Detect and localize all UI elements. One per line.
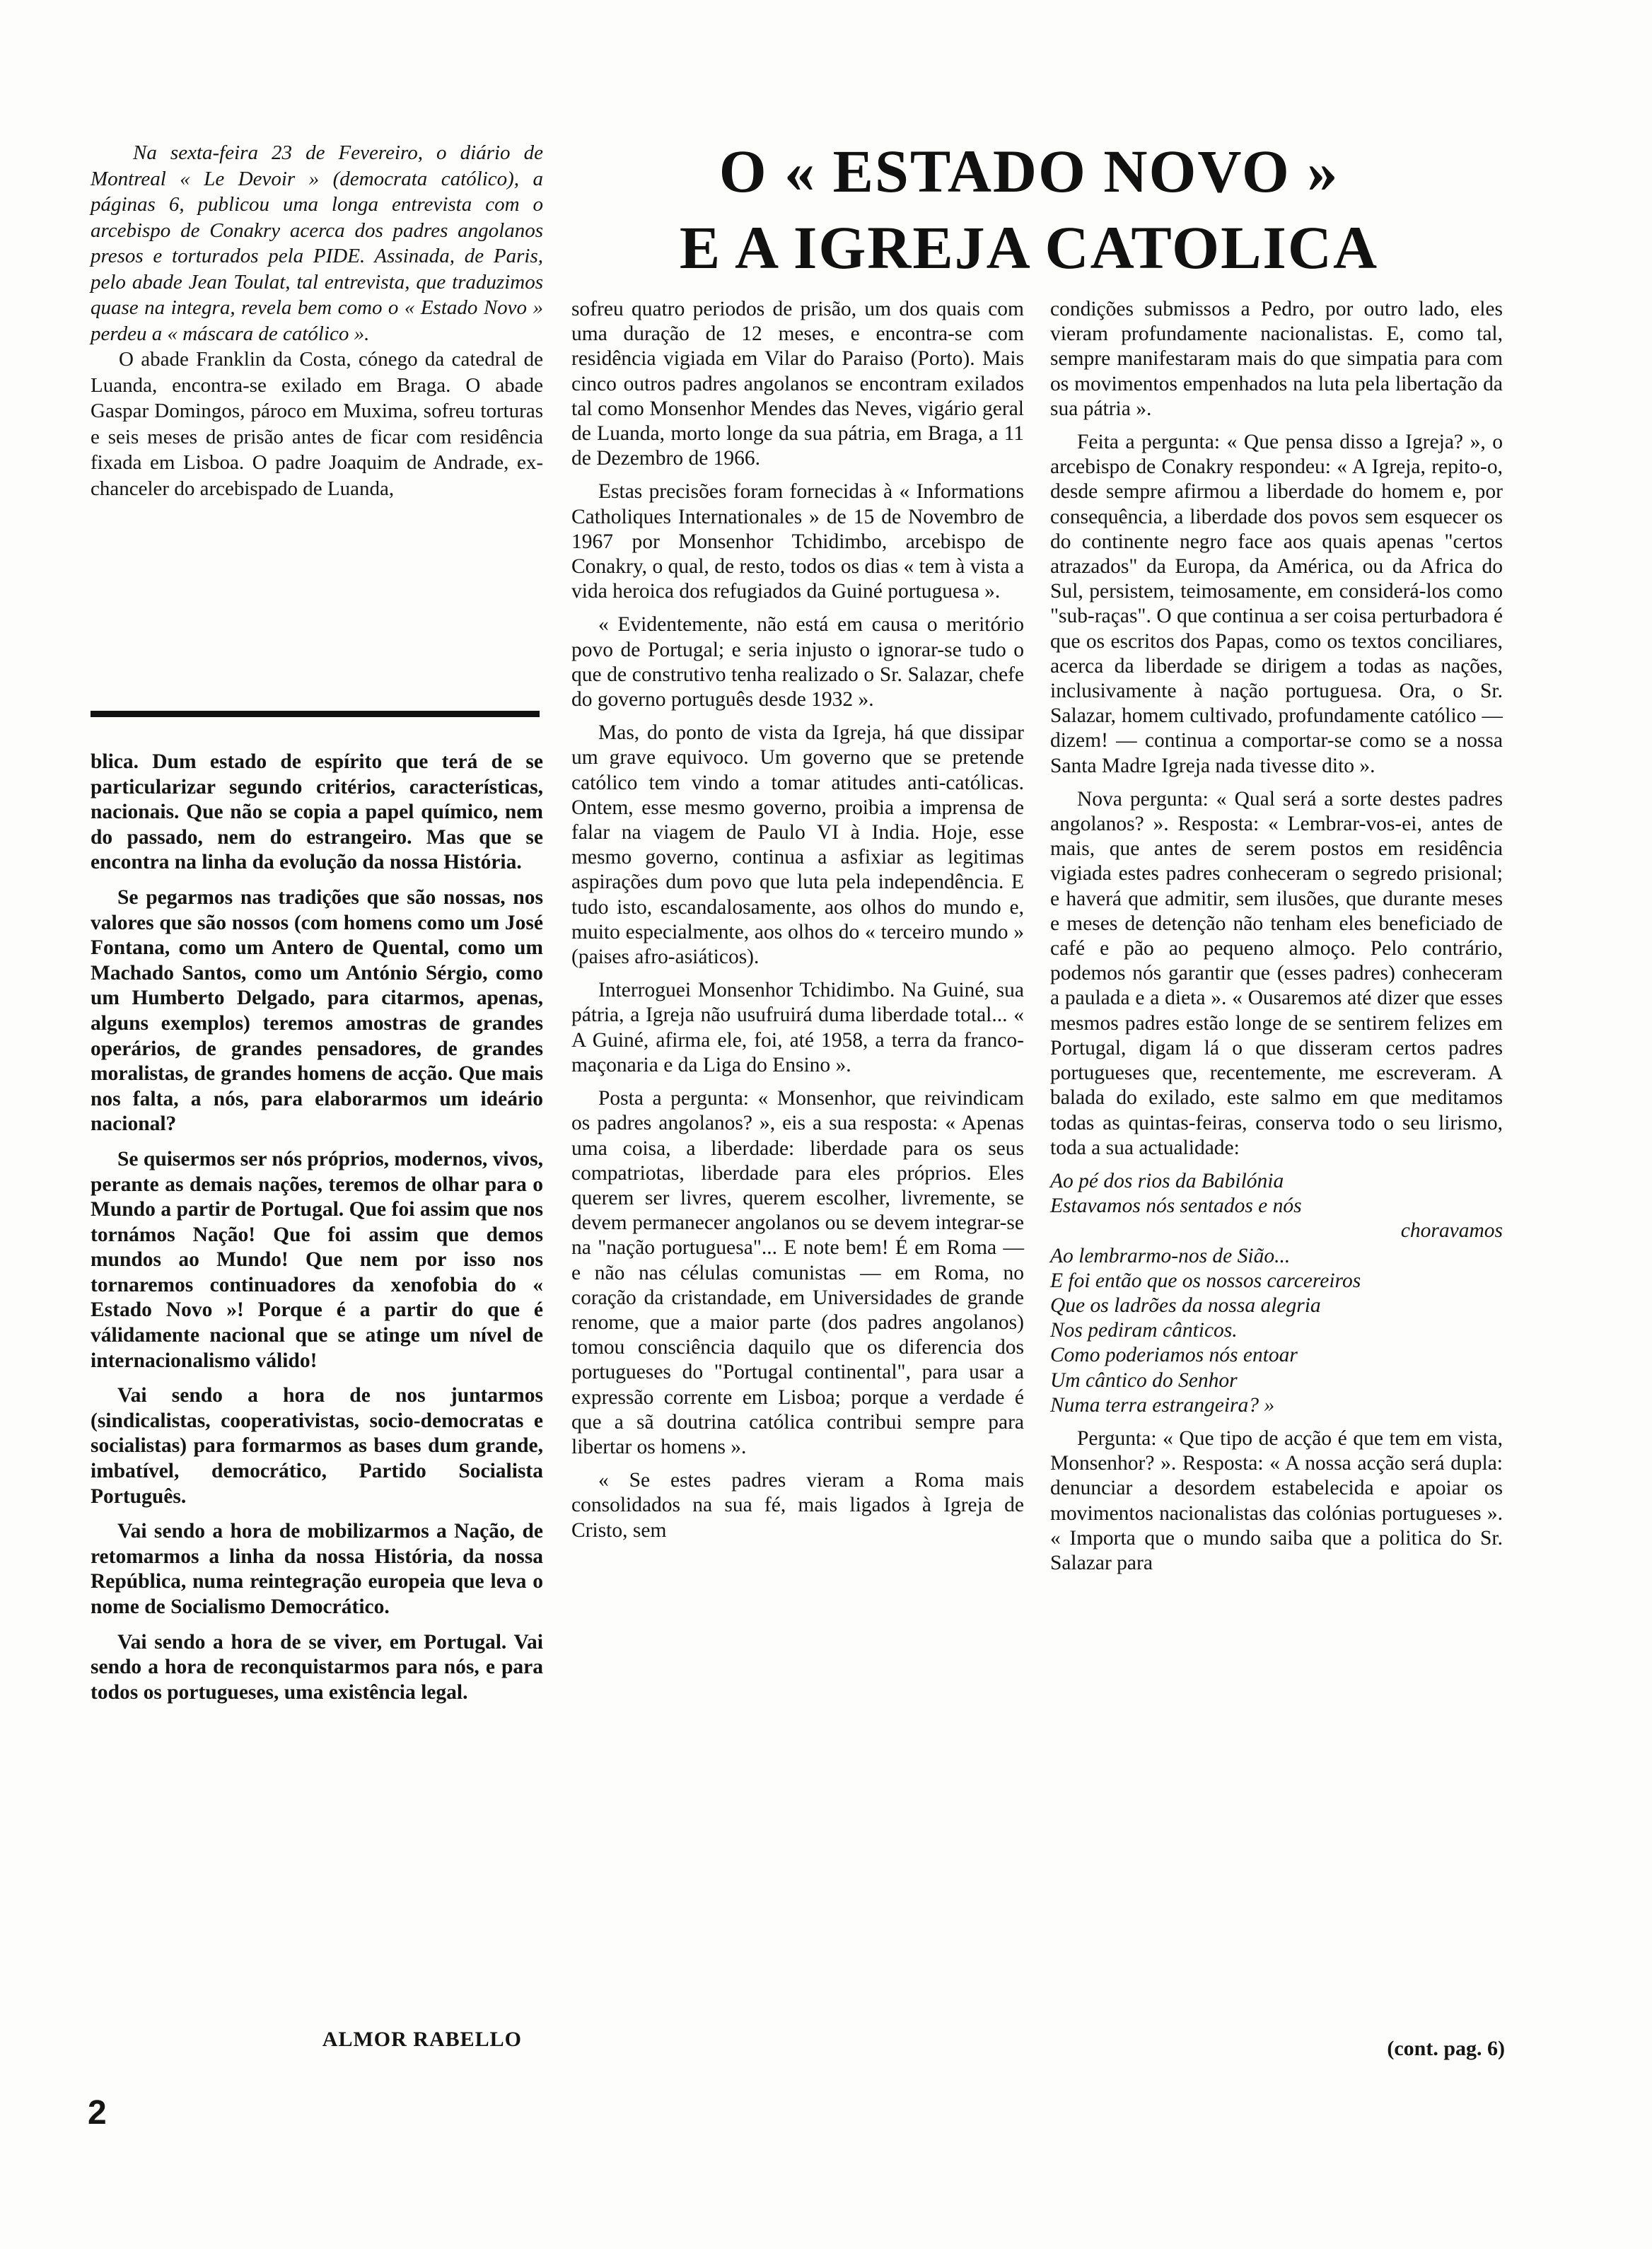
intro-column [91,140,543,501]
intro-paragraph: O abade Franklin da Costa, cónego da catedral de Luanda, encontra-se exilado em Braga. O abade Gaspar Domingos, pároco em Muxima, sofreu torturas e seis meses de prisão antes de ficar com residência fixada em Lisboa. O padre Joaquim de Andrade, ex-chanceler do arcebispado de Luanda, [91,348,543,500]
article-paragraph: Estas precisões foram fornecidas à « Informations Catholiques Internationales » de 15 de Novembro de 1967 por Monsenhor Tchidimbo, arcebispo de Conakry, o qual, de resto, todos os dias « tem à vista a vida heroica dos refugiados da Guiné portuguesa ». [571,480,1024,603]
article-paragraph: Se pegarmos nas tradições que são nossas, nos valores que são nossos (com homens como um José Fontana, como um Antero de Quental, como um Machado Santos, como um António Sérgio, como um Humberto Delgado, para citarmos, apenas, alguns exemplos) teremos amostras de grandes operários, de grandes pensadores, de grandes moralistas, de grandes homens de acção. Que mais nos falta, a nós, para elaborarmos um ideário nacional? [91,885,543,1136]
poem-line: Ao lembrarmo-nos de Sião... [1050,1244,1291,1267]
article-paragraph: Vai sendo a hora de se viver, em Portugal. Vai sendo a hora de reconquistarmos para nós, e para todos os portugueses, uma existência legal. [91,1630,543,1704]
article-paragraph: condições submissos a Pedro, por outro lado, eles vieram profundamente nacionalistas. E, como tal, sempre manifestaram mais do que simpatia para com os movimentos empenhados na luta pela libertação da sua pátria ». [1050,298,1503,420]
left-article-column [91,750,543,1715]
article-paragraph: blica. Dum estado de espírito que terá de se particularizar segundo critérios, características, nacionais. Que não se copia a papel químico, nem do passado, nem do estrangeiro. Mas que se encontra na linha da evolução da nossa História. [91,750,543,874]
poem-line: Um cântico do Senhor [1050,1368,1238,1392]
article-paragraph: Vai sendo a hora de mobilizarmos a Nação, de retomarmos a linha da nossa História, da nossa República, numa reintegração europeia que leva o nome de Socialismo Democrático. [91,1520,543,1618]
poem-line: Como poderiamos nós entoar [1050,1344,1298,1367]
right-column [1050,297,1503,1584]
article-paragraph: « Se estes padres vieram a Roma mais consolidados na sua fé, mais ligados à Igreja de Cristo, sem [571,1469,1024,1542]
article-paragraph: Posta a pergunta: « Monsenhor, que reivindicam os padres angolanos? », eis a sua resposta: « Apenas uma coisa, a liberdade: liberdade para os seus compatriotas, liberdade para eles próprios. Eles querem ser livres, querem escolher, livremente, se devem permanecer angolanos ou se devem integrar-se na "nação portuguesa"... E note bem! É em Roma — e não nas células comunistas — em Roma, no coração da cristandade, em Universidades de grande renome, que a maior parte (dos padres angolanos) tomou consciência daquilo que os diferencia dos portugueses do "Portugal continental", para usar a expressão corrente em Lisboa; porque a verdade é que a sã doutrina católica contribui sempre para libertar os homens ». [571,1087,1024,1458]
poem-line: Que os ladrões da nossa alegria [1050,1294,1321,1317]
article-paragraph: Feita a pergunta: « Que pensa disso a Igreja? », o arcebispo de Conakry respondeu: « A Igreja, repito-o, desde sempre afirmou a liberdade do homem e, por consequência, a liberdade dos povos sem esquecer os do continente negro face aos quais apenas "certos atrazados" da Europa, da América, ou da Africa do Sul, persistem, teimosamente, em considerá-los como "sub-raças". O que continua a ser coisa perturbadora é que os escritos dos Papas, como os textos conciliares, acerca da liberdade se dirigem a todas as nações, inclusivamente à nação portuguesa. Ora, o Sr. Salazar, homem cultivado, profundamente católico — dizem! — continua a comportar-se como se a nossa Santa Madre Igreja nada tivesse dito ». [1050,431,1503,777]
headline [566,133,1492,286]
poem-line: choravamos [1400,1219,1503,1243]
poem-line: Numa terra estrangeira? » [1050,1393,1275,1417]
article-paragraph: Interroguei Monsenhor Tchidimbo. Na Guiné, sua pátria, a Igreja não usufruirá duma liberdade total... « A Guiné, afirma ele, foi, até 1958, a terra da franco-maçonaria e da Liga do Ensino ». [571,979,1024,1076]
article-paragraph: Se quisermos ser nós próprios, modernos, vivos, perante as demais nações, teremos de olhar para o Mundo a partir de Portugal. Que foi assim que nos tornámos Nação! Que foi assim que demos mundos ao Mundo! Que nem por isso nos tornaremos continuadores da xenofobia do « Estado Novo »! Porque é a partir do que é válidamente nacional que se atinge um nível de internacionalismo válido! [91,1147,543,1372]
poem-line: Ao pé dos rios da Babilónia [1050,1169,1284,1192]
headline-line: O « ESTADO NOVO » [719,137,1339,205]
section-divider [91,711,540,717]
intro-paragraph: Na sexta-feira 23 de Fevereiro, o diário de Montreal « Le Devoir » (democrata católico), a páginas 6, publicou uma longa entrevista com o arcebispo de Conakry acerca dos padres angolanos presos e torturados pela PIDE. Assinada, de Paris, pelo abade Jean Toulat, tal entrevista, que traduzimos quase na integra, revela bem como o « Estado Novo » perdeu a « máscara de católico ». [91,141,543,345]
article-paragraph: « Evidentemente, não está em causa o meritório povo de Portugal; e seria injusto o ignorar-se tudo o que de construtivo tenha realizado o Sr. Salazar, chefe do governo português desde 1932 ». [571,613,1024,711]
article-paragraph: sofreu quatro periodos de prisão, um dos quais com uma duração de 12 meses, e encontra-se com residência vigiada em Vilar do Paraiso (Porto). Mais cinco outros padres angolanos se encontram exilados tal como Monsenhor Mendes das Neves, vigário geral de Luanda, morto longe da sua pátria, em Braga, a 11 de Dezembro de 1966. [571,298,1024,470]
poem-line: E foi então que os nossos carcereiros [1050,1269,1361,1292]
article-paragraph: Nova pergunta: « Qual será a sorte destes padres angolanos? ». Resposta: « Lembrar-vos-ei, antes de mais, que antes de serem postos em residência vigiada estes padres conheceram o segredo prisional; e haverá que admitir, sem ilusões, que durante meses e meses de detenção não tenham eles beneficiado de café e pão ao pequeno almoço. Pelo contrário, podemos nós garantir que (esses padres) conheceram a paulada e a dieta ». « Ousaremos até dizer que esses mesmos padres estão longe de se sentirem felizes em Portugal, digam lá o que disseram certos padres portugueses que, recentemente, me escreveram. A balada do exilado, este salmo em que meditamos todas as quintas-feiras, conserva todo o seu lirismo, toda a sua actualidade: [1050,787,1503,1159]
page-number: 2 [88,2094,107,2132]
article-paragraph: Vai sendo a hora de nos juntarmos (sindicalistas, cooperativistas, socio-democratas e socialistas) para formarmos as bases dum grande, imbatível, democrático, Partido Socialista Português. [91,1384,543,1508]
poem-line: Nos pediram cânticos. [1050,1319,1238,1342]
article-paragraph: Pergunta: « Que tipo de acção é que tem em vista, Monsenhor? ». Resposta: « A nossa acção será dupla: denunciar a desordem estabelecida e apoiar os movimentos nacionalistas das colónias portugueses ». « Importa que o mundo saiba que a politica do Sr. Salazar para [1050,1426,1503,1574]
middle-column [571,297,1024,1552]
continued-note: (cont. pag. 6) [1387,2037,1505,2060]
article-paragraph: Mas, do ponto de vista da Igreja, há que dissipar um grave equivoco. Um governo que se pretende católico tem vindo a tomar atitudes anti-católicas. Ontem, esse mesmo governo, proibia a imprensa de falar na viagem de Paulo VI à India. Hoje, esse mesmo governo, continua a asfixiar as legitimas aspirações dum povo que luta pela independência. E tudo isto, escandalosamente, aos olhos do mundo e, muito especialmente, aos olhos do « terceiro mundo » (paises afro-asiáticos). [571,721,1024,969]
author-signature: ALMOR RABELLO [322,2028,522,2051]
headline-line: E A IGREJA CATOLICA [679,214,1379,281]
poem-line: Estavamos nós sentados e nós [1050,1195,1302,1218]
